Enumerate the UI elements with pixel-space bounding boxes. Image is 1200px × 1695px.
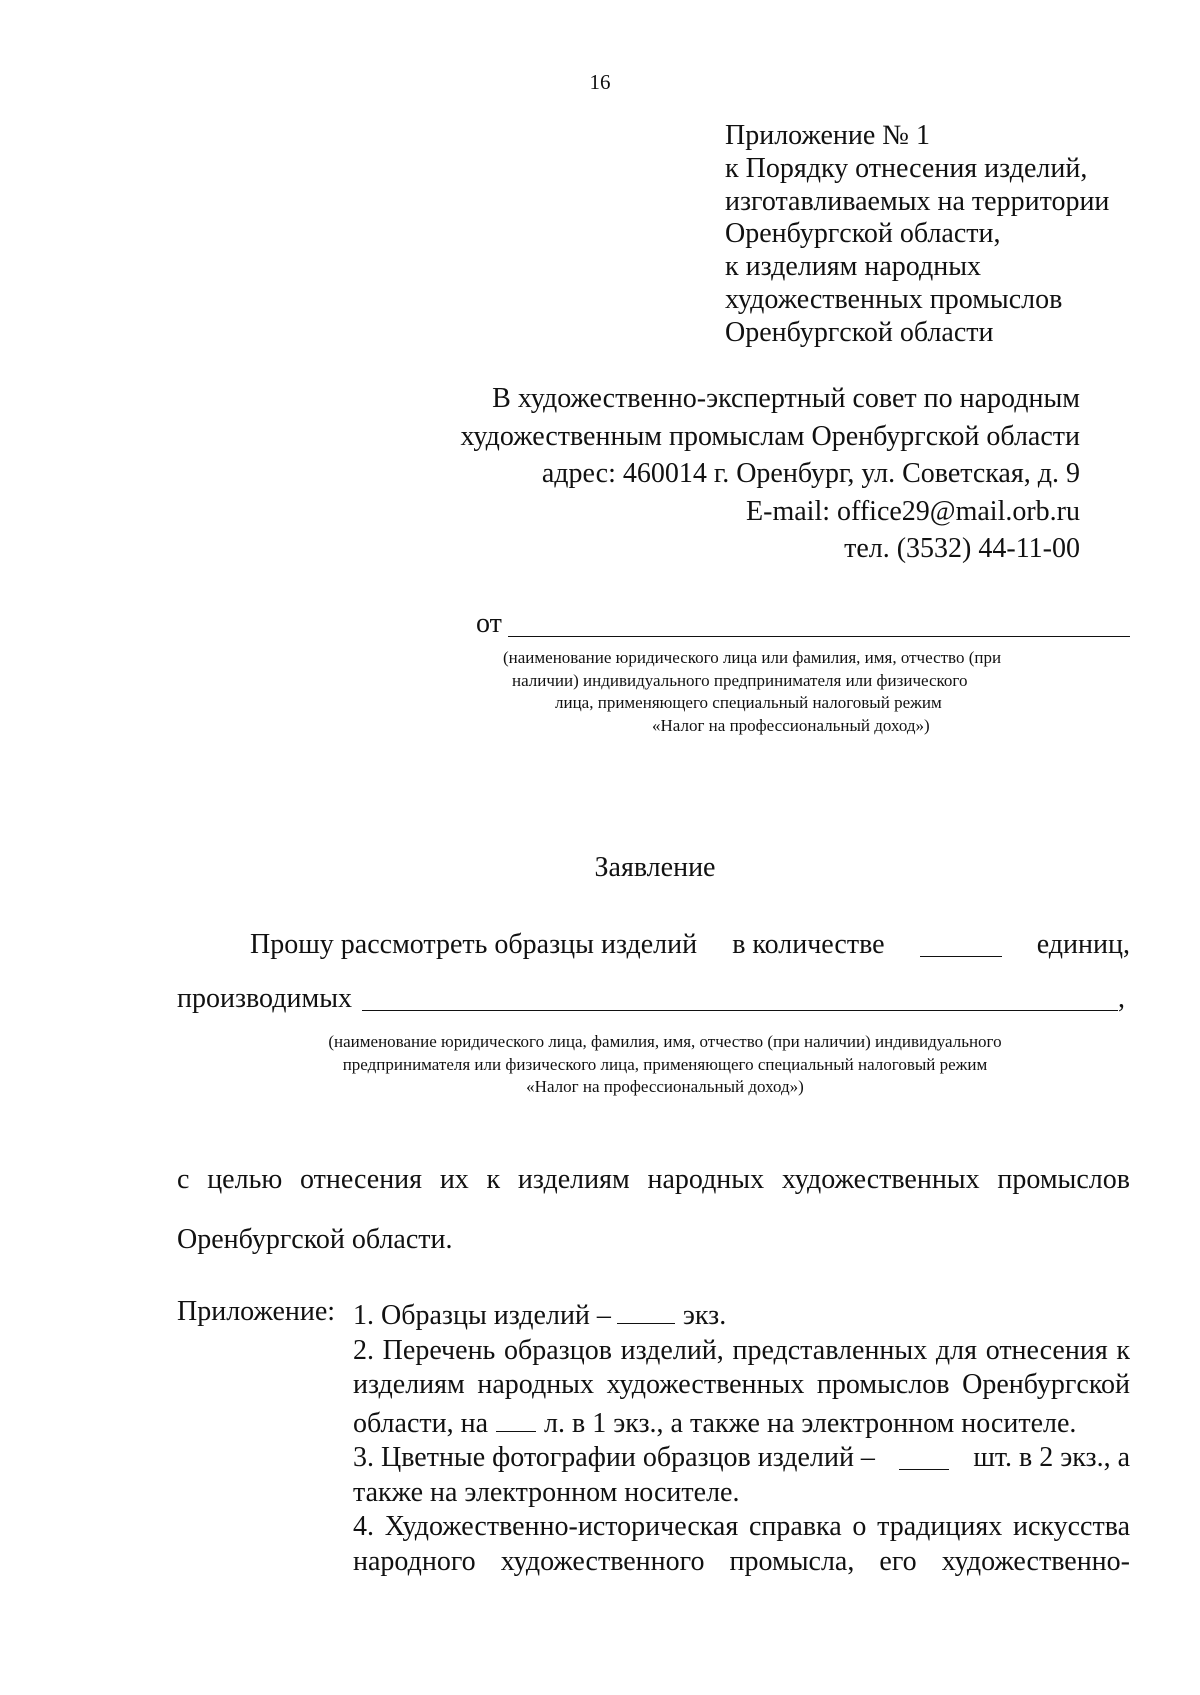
request-text-units: единиц, xyxy=(1036,929,1130,960)
attachment-item-1: 1. Образцы изделий – экз. xyxy=(353,1295,1130,1334)
produced-comma: , xyxy=(1118,983,1125,1014)
attachment-item-2-line: области, на л. в 1 экз., а также на электронном носителе. xyxy=(353,1403,1130,1442)
request-text-quantity: в количестве xyxy=(732,929,885,960)
purpose-paragraph xyxy=(177,1150,1130,1270)
addressee-address: адрес: 460014 г. Оренбург, ул. Советская, д. 9 xyxy=(541,458,1080,489)
applicant-field-caption xyxy=(490,647,1130,737)
attachment-item-2-line: 2. Перечень образцов изделий, представленных для отнесения к xyxy=(353,1334,1130,1366)
page-number: 16 xyxy=(589,70,611,94)
attachments-label: Приложение: xyxy=(177,1296,336,1327)
caption-line: лица, применяющего специальный налоговый режим xyxy=(555,693,942,712)
quantity-field[interactable] xyxy=(920,928,1002,957)
annex-line: Приложение № 1 xyxy=(725,120,930,151)
annex-line: изготавливаемых на территории xyxy=(725,185,1110,217)
annex-header xyxy=(725,120,1109,350)
attachment-item-2-line: изделиям народных художественных промыслов Оренбургской xyxy=(353,1369,1130,1400)
annex-line: художественных промыслов xyxy=(725,283,1063,315)
annex-line: к изделиям народных xyxy=(725,251,982,283)
caption-line: «Налог на профессиональный доход») xyxy=(652,715,930,735)
caption-line: «Налог на профессиональный доход») xyxy=(526,1077,804,1096)
caption-line: (наименование юридического лица, фамилия, имя, отчество (при наличии) индивидуального xyxy=(328,1032,1002,1051)
attachment-item-4-line: народного художественного промысла, его художественно- xyxy=(353,1545,1130,1577)
attachment-item-3-line: также на электронном носителе. xyxy=(353,1476,740,1508)
producer-name-field[interactable] xyxy=(362,1010,1118,1011)
producer-field-caption xyxy=(200,1031,1130,1099)
addressee-line: художественным промыслам Оренбургской области xyxy=(460,420,1080,452)
from-label: от xyxy=(476,608,502,639)
request-line xyxy=(177,928,1130,962)
attachment-item-4-line: 4. Художественно-историческая справка о традициях искусства xyxy=(353,1511,1130,1542)
addressee-phone: тел. (3532) 44-11-00 xyxy=(844,533,1080,564)
samples-count-field[interactable] xyxy=(617,1295,675,1324)
caption-line: предпринимателя или физического лица, применяющего специальный налоговый режим xyxy=(342,1054,988,1074)
sheets-count-field[interactable] xyxy=(496,1403,536,1432)
addressee-block xyxy=(461,380,1081,568)
caption-line: наличии) индивидуального предпринимателя или физического xyxy=(512,670,968,690)
photos-count-field[interactable] xyxy=(899,1441,949,1470)
annex-line: к Порядку отнесения изделий, xyxy=(725,152,1088,184)
document-title: Заявление xyxy=(594,852,716,883)
addressee-line: В художественно-экспертный совет по народным xyxy=(492,383,1080,414)
addressee-email: E-mail: office29@mail.orb.ru xyxy=(746,495,1080,527)
attachment-item-3-line: 3. Цветные фотографии образцов изделий – шт. в 2 экз., а xyxy=(353,1442,1130,1473)
request-text: Прошу рассмотреть образцы изделий xyxy=(250,929,698,960)
caption-line: (наименование юридического лица или фамилия, имя, отчество (при xyxy=(503,648,1002,667)
annex-line: Оренбургской области, xyxy=(725,218,1001,250)
annex-line: Оренбургской области xyxy=(725,316,994,348)
purpose-line: Оренбургской области. xyxy=(177,1224,453,1255)
purpose-line: с целью отнесения их к изделиям народных художественных промыслов xyxy=(177,1164,1130,1195)
applicant-name-field[interactable] xyxy=(508,636,1130,637)
attachments-list xyxy=(353,1295,1130,1579)
produced-label: производимых xyxy=(177,983,353,1014)
